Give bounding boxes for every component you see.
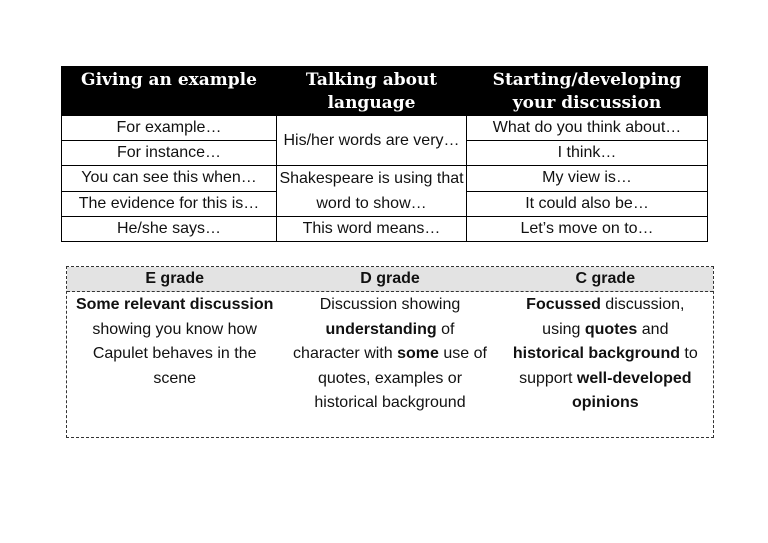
c-grade-description [498, 292, 713, 416]
example-cell: He/she says… [62, 217, 277, 242]
discussion-cell: I think… [467, 141, 708, 166]
c-bold-3: historical background [512, 345, 680, 362]
d-grade-description [282, 292, 497, 416]
language-cell: This word means… [277, 217, 467, 242]
starters-header-row [62, 67, 708, 116]
discussion-cell: My view is… [467, 166, 708, 192]
grade-criteria-table [66, 266, 714, 438]
c-bold-4: well-developed opinions [571, 369, 692, 411]
e-bold-1: Some relevant discussion [75, 296, 274, 313]
table-row [62, 217, 708, 242]
c-bold-1: Focussed [526, 296, 601, 313]
c-text-2: and [637, 320, 669, 338]
e-text-1: showing you know how Capulet behaves in the scene [92, 320, 257, 387]
c-bold-2: quotes [584, 320, 638, 338]
discussion-cell: It could also be… [467, 191, 708, 217]
d-text-2: of character with [293, 320, 455, 362]
d-text-1: Discussion showing [319, 296, 461, 313]
example-cell: For example… [62, 116, 277, 141]
header-starting-discussion: Starting/developing your discussion [467, 67, 708, 116]
sentence-starters-table [61, 66, 708, 242]
c-text-1: discussion, using [542, 296, 685, 338]
language-text: Shakespeare is using that word to show… [279, 170, 464, 212]
discussion-cell: What do you think about… [467, 116, 708, 141]
example-cell: For instance… [62, 141, 277, 166]
header-d-grade: D grade [360, 270, 420, 287]
c-text-3: to support [519, 345, 698, 387]
table-row [62, 166, 708, 192]
header-e-grade: E grade [145, 270, 204, 287]
d-bold-1: understanding [325, 320, 437, 338]
example-cell: The evidence for this is… [62, 191, 277, 217]
language-cell [277, 166, 467, 217]
example-cell: You can see this when… [62, 166, 277, 192]
e-grade-description [67, 292, 282, 416]
discussion-cell: Let’s move on to… [467, 217, 708, 242]
grade-body-row [67, 292, 713, 416]
header-talking-language: Talking about language [277, 67, 467, 116]
grade-header-row [67, 267, 713, 292]
d-bold-2: some [397, 345, 439, 362]
table-row [62, 116, 708, 141]
language-cell [277, 116, 467, 166]
header-c-grade: C grade [575, 270, 636, 287]
language-text: His/her words are very… [283, 132, 460, 149]
header-giving-example: Giving an example [62, 67, 277, 116]
d-text-3: use of quotes, examples or historical background [314, 345, 487, 411]
